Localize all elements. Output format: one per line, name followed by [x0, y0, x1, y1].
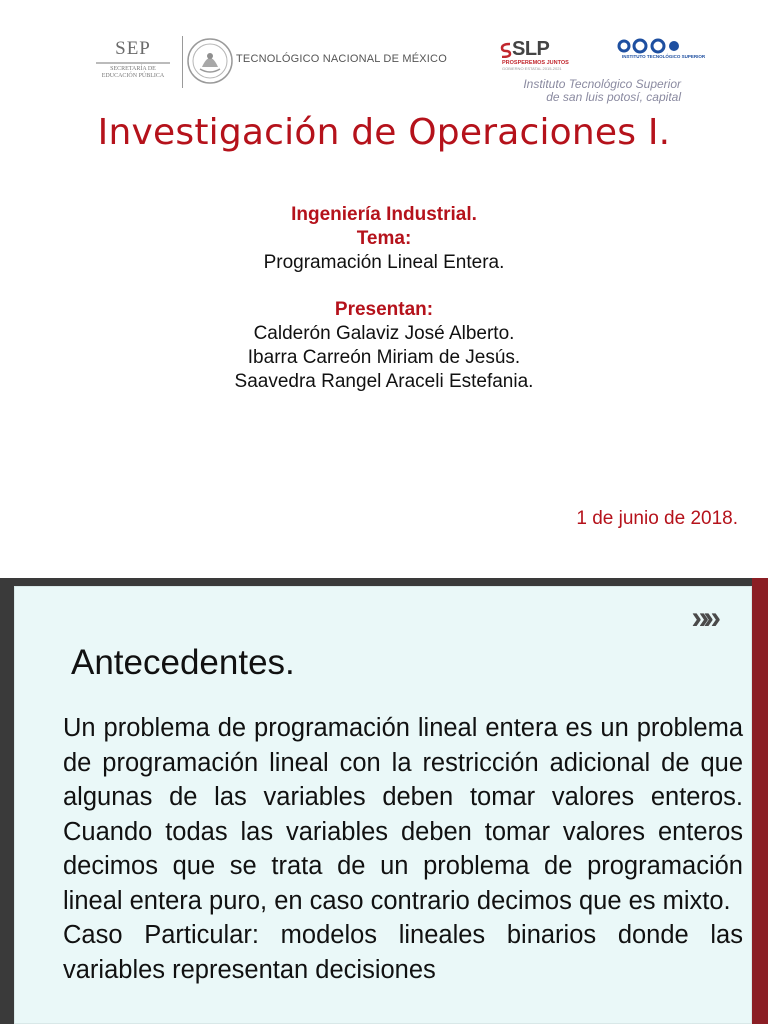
sep-logo-subtitle-1: SECRETARÍA DE — [110, 66, 156, 72]
itslp-rings-icon — [612, 38, 688, 54]
sep-logo-word: SEP — [115, 38, 151, 59]
body-paragraph-1: Un problema de programación lineal entera es un problema de programación lineal con la restricción adicional de que algunas de las variables deben tomar valores enteros. Cuando todas las variables deben tomar valores enteros decimos que se trata de un problema de programación lineal entera puro, en caso contrario decimos que es mixto. — [63, 714, 743, 915]
slide-accent-bar — [752, 578, 768, 1024]
chevron-glyph: » — [703, 599, 715, 635]
logo-divider — [182, 36, 183, 88]
presenter-name: Saavedra Rangel Araceli Estefania. — [234, 371, 534, 392]
content-slide — [0, 578, 768, 1024]
topic-text: Programación Lineal Entera. — [263, 252, 505, 273]
spacer — [0, 275, 768, 298]
topic-label: Tema: — [356, 228, 412, 249]
presenters-label: Presentan: — [334, 299, 434, 320]
itslp-logo-tag: INSTITUTO TECNOLÓGICO SUPERIOR — [622, 54, 706, 59]
itslp-logo — [612, 38, 706, 68]
presentation-details — [0, 203, 768, 394]
chevron-glyph: » — [691, 599, 704, 635]
sep-logo-flag-rule — [96, 62, 170, 64]
slp-logo-tagline-2: GOBIERNO ESTATAL 2015-2021 — [502, 66, 562, 71]
sep-logo-subtitle-2: EDUCACIÓN PÚBLICA — [101, 73, 165, 79]
next-chevron-icon[interactable] — [691, 601, 715, 633]
sep-tecnm-logo-bar — [88, 34, 450, 90]
itslp-name-line-1: Instituto Tecnológico Superior — [523, 77, 681, 91]
presentation-date: 1 de junio de 2018. — [576, 508, 738, 529]
itslp-name-line-2: de san luis potosí, capital — [546, 90, 681, 104]
body-paragraph-2: Caso Particular: modelos lineales binarios donde las variables representan decisiones — [63, 921, 743, 984]
sep-logo — [88, 38, 178, 88]
mexico-seal-icon — [186, 37, 234, 85]
slp-logo-word: SLP — [512, 38, 550, 60]
slp-logo-mark-icon — [500, 42, 512, 58]
career-label: Ingeniería Industrial. — [291, 204, 477, 225]
content-panel — [14, 586, 752, 1024]
section-heading: Antecedentes. — [71, 643, 295, 682]
slp-logo-tagline: PROSPEREMOS JUNTOS — [502, 60, 569, 66]
slp-logo — [494, 38, 582, 78]
slide-title: Investigación de Operaciones I. — [97, 112, 671, 153]
itslp-name — [481, 78, 681, 104]
section-body — [63, 711, 743, 987]
presenter-name: Ibarra Carreón Miriam de Jesús. — [247, 347, 521, 368]
presenter-name: Calderón Galaviz José Alberto. — [253, 323, 515, 344]
tecnm-name: TECNOLÓGICO NACIONAL DE MÉXICO — [236, 53, 447, 65]
